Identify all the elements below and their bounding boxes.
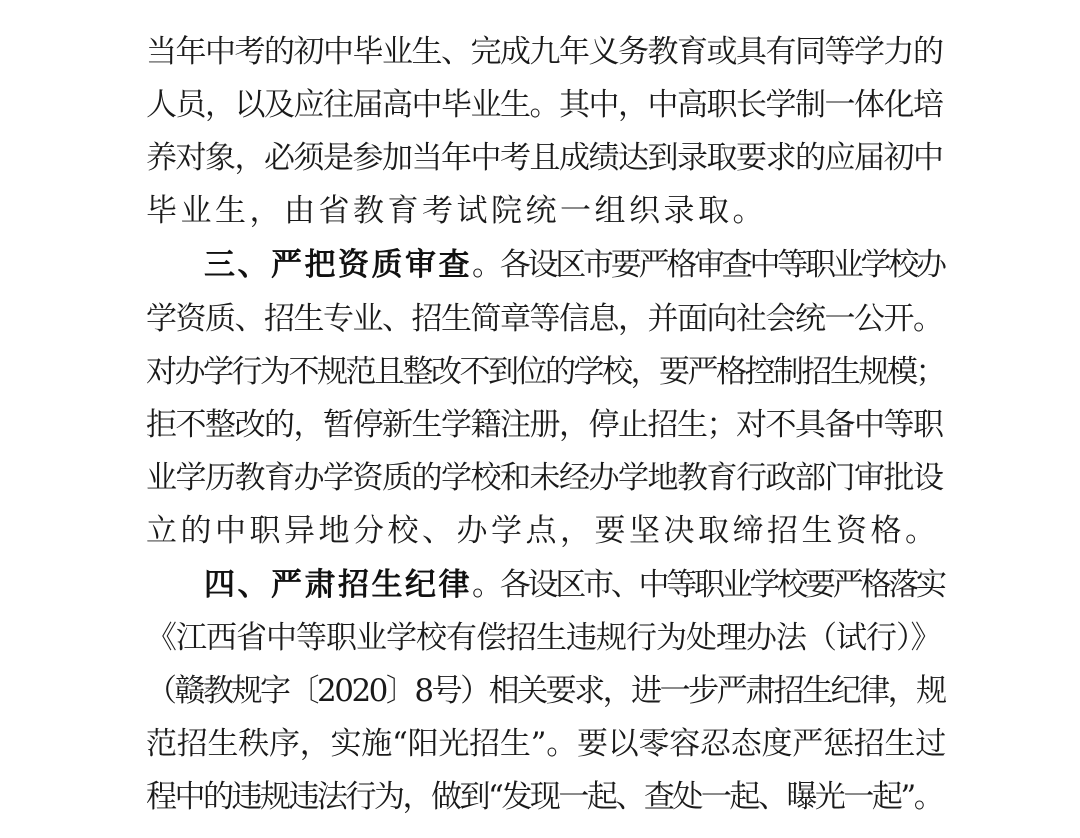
paragraph-1-line-1: 当年中考的初中毕业生、完成九年义务教育或具有同等学力的 — [146, 34, 943, 70]
section-3-line-2: 学资质、招生专业、招生简章等信息，并面向社会统一公开。 — [146, 301, 943, 337]
section-4-line-5: 程中的违规违法行为，做到“发现一起、查处一起、曝光一起”。 — [146, 779, 943, 815]
section-4-line-3: （赣教规字〔2020〕8号）相关要求，进一步严肃招生纪律，规 — [146, 673, 945, 709]
paragraph-1-line-4: 毕业生，由省教育考试院统一组织录取。 — [146, 193, 767, 229]
section-3-heading: 三、严把资质审查 — [204, 247, 472, 283]
section-4-first-line — [204, 560, 946, 610]
section-3-line-4: 拒不整改的，暂停新生学籍注册，停止招生；对不具备中等职 — [146, 407, 943, 443]
paragraph-1-line-2: 人员，以及应往届高中毕业生。其中，中高职长学制一体化培 — [146, 87, 943, 123]
section-4-line-4: 范招生秩序，实施“阳光招生”。要以零容忍态度严惩招生过 — [146, 726, 946, 762]
section-3-line-5: 业学历教育办学资质的学校和未经办学地教育行政部门审批设 — [146, 460, 943, 496]
section-4-first-line-text: 。各设区市、中等职业学校要严格落实 — [472, 567, 944, 603]
section-3-first-line — [204, 240, 946, 290]
paragraph-1-line-3: 养对象，必须是参加当年中考且成绩达到录取要求的应届初中 — [146, 140, 943, 176]
section-4-heading: 四、严肃招生纪律 — [204, 567, 472, 603]
section-3-line-3: 对办学行为不规范且整改不到位的学校，要严格控制招生规模； — [146, 354, 944, 390]
section-4-line-2: 《江西省中等职业学校有偿招生违规行为处理办法（试行）》 — [146, 620, 941, 656]
section-3-line-6: 立的中职异地分校、办学点，要坚决取缔招生资格。 — [146, 513, 940, 549]
section-3-first-line-text: 。各设区市要严格审查中等职业学校办 — [472, 247, 944, 283]
